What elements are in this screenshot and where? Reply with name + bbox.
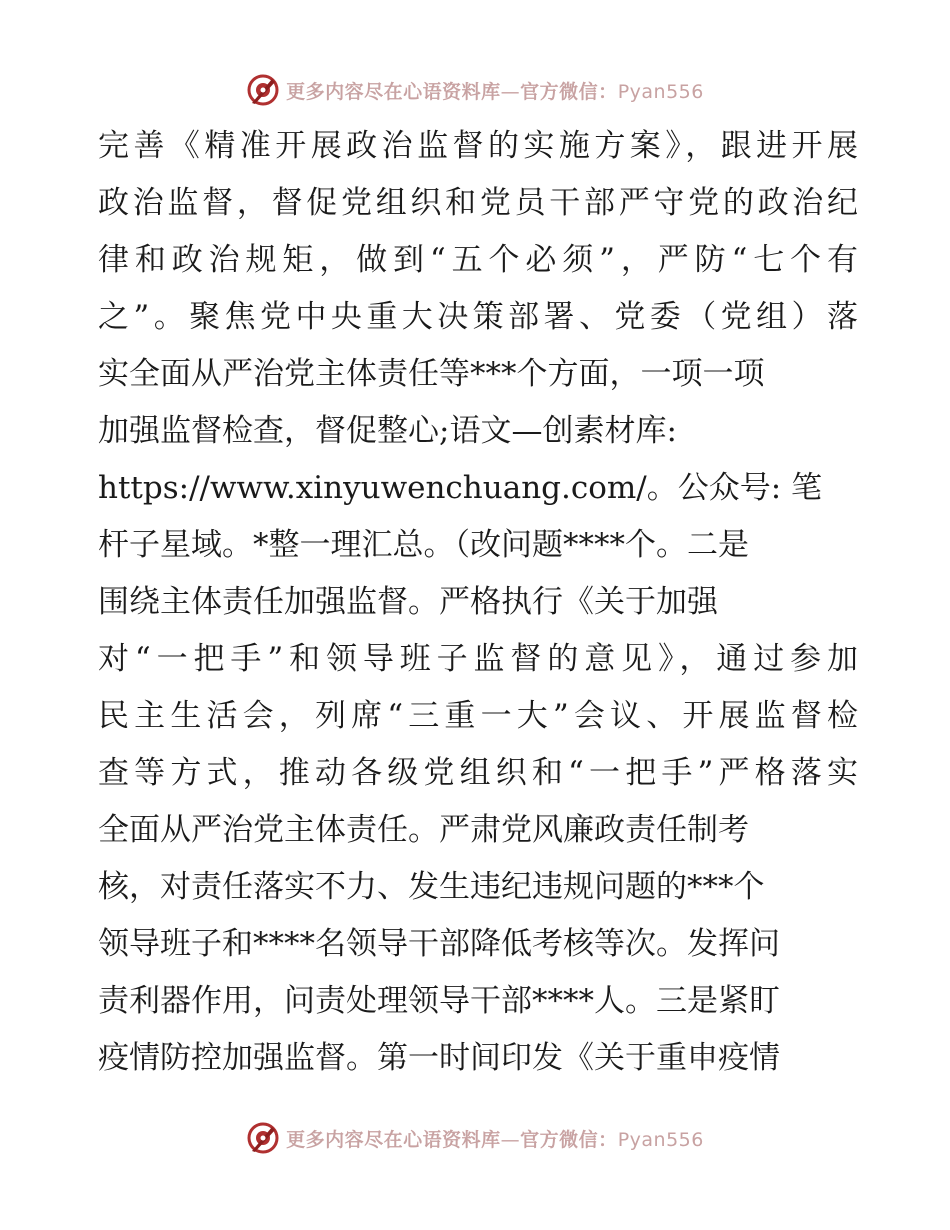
watermark-wechat-label: 官方微信： [520,80,618,103]
header-watermark [0,70,950,110]
text-line: 律和政治规矩，做到“五个必须”，严防“七个有 [98,242,858,278]
text-line: 围绕主体责任加强监督。严格执行《关于加强 [98,584,718,620]
text-line: 领导班子和****名领导干部降低考核等次。发挥问 [98,926,780,962]
watermark-text [286,77,704,104]
watermark-text [286,1125,704,1152]
watermark-wechat-id: Pyan556 [617,80,704,103]
text-line: 完善《精准开展政治监督的实施方案》，跟进开展 [98,128,858,164]
watermark-dash: — [500,1128,521,1151]
document-body [98,118,858,1087]
text-line: 之”。聚焦党中央重大决策部署、党委（党组）落 [98,299,858,335]
watermark-dash: — [500,80,521,103]
footer-watermark [0,1118,950,1158]
text-line: 查等方式，推动各级党组织和“一把手”严格落实 [98,755,858,791]
text-line: 责利器作用，问责处理领导干部****人。三是紧盯 [98,983,780,1019]
text-line: 实全面从严治党主体责任等***个方面，一项一项 [98,356,765,392]
text-line: https://www.xinyuwenchuang.com/。公众号: 笔 [98,470,823,506]
watermark-wechat-id: Pyan556 [617,1128,704,1151]
quill-logo-icon [246,73,280,107]
text-line: 杆子星域。*整一理汇总。（改问题****个。二是 [98,527,749,563]
watermark-title: 更多内容尽在心语资料库 [286,1128,501,1151]
text-line: 核，对责任落实不力、发生违纪违规问题的***个 [98,869,765,905]
text-line: 政治监督，督促党组织和党员干部严守党的政治纪 [98,185,858,221]
text-line: 对“一把手”和领导班子监督的意见》，通过参加 [98,641,858,677]
watermark-title: 更多内容尽在心语资料库 [286,80,501,103]
watermark-wechat-label: 官方微信： [520,1128,618,1151]
quill-logo-icon [246,1121,280,1155]
text-line: 疫情防控加强监督。第一时间印发《关于重申疫情 [98,1040,780,1076]
text-line: 民主生活会，列席“三重一大”会议、开展监督检 [98,698,858,734]
text-line: 加强监督检查，督促整心;语文—创素材库: [98,413,677,449]
text-line: 全面从严治党主体责任。严肃党风廉政责任制考 [98,812,749,848]
